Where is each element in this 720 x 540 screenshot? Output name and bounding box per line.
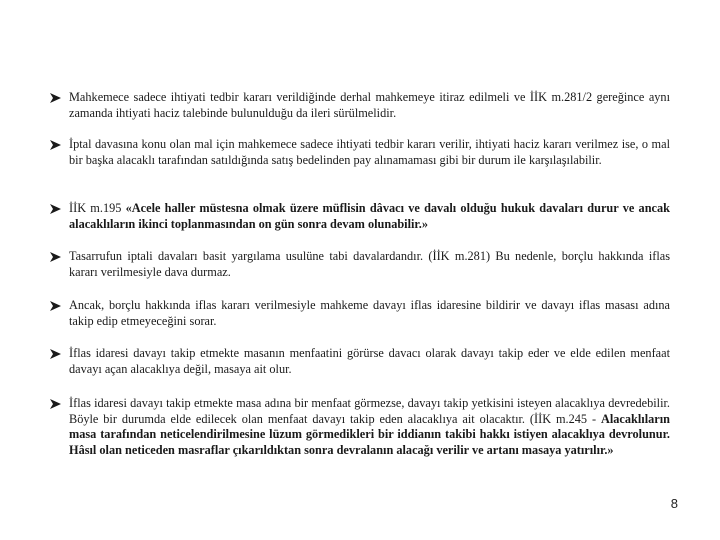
bullet-item bbox=[50, 298, 670, 346]
bullet-text: İptal davasına konu olan mal için mahkemece sadece ihtiyati tedbir kararı verilir, ihtiyati haciz kararı verilmez ise, o mal bir başka alacaklı tarafından satıldığında satış bedelinden pay alınamaması gibi bir durum ile karşılaşılabilir. bbox=[69, 137, 670, 167]
bullet-bold-text: Alacaklıların masa tarafından neticelendirilmesine lüzum görmedikleri bir iddianın takibi hakkı istiyen alacaklıya devrolunur. Hâsıl olan neticeden masraflar çıkarıldıktan sonra devralanın alacağı verilir ve artanı masaya yatırılır.» bbox=[69, 411, 670, 457]
bullet-item bbox=[50, 346, 670, 396]
arrowhead-bullet-icon bbox=[50, 349, 61, 359]
arrowhead-bullet-icon bbox=[50, 140, 61, 150]
bullet-item bbox=[50, 90, 670, 137]
bullet-text: Mahkemece sadece ihtiyati tedbir kararı verildiğinde derhal mahkemeye itiraz edilmeli ve İİK m.281/2 gereğince aynı zamanda ihtiyati haciz talebinde bulunulduğu da ileri sürülmelidir. bbox=[69, 90, 670, 120]
arrowhead-bullet-icon bbox=[50, 301, 61, 311]
page-number: 8 bbox=[670, 496, 678, 511]
bullet-text: İİK m.195 bbox=[69, 201, 126, 215]
bullet-bold-text: «Acele haller müstesna olmak üzere müflisin dâvacı ve davalı olduğu hukuk davaları durur ve ancak alacaklıların ikinci toplanmasından on gün sonra devam olunabilir.» bbox=[69, 201, 670, 231]
bullet-text: İflas idaresi davayı takip etmekte masa adına bir menfaat görmezse, davayı takip yetkisini isteyen alacaklıya devredebilir. Böyle bir durumda elde edilecek olan menfaat davayı takip eden alacaklıya ait olacaktır. (İİK m.245 - bbox=[69, 396, 670, 426]
bullet-item bbox=[50, 249, 670, 298]
bullet-item bbox=[50, 137, 670, 201]
arrowhead-bullet-icon bbox=[50, 93, 61, 103]
bullet-text: Tasarrufun iptali davaları basit yargılama usulüne tabi davalardandır. (İİK m.281) Bu nedenle, borçlu hakkında iflas kararı verilmesiyle dava durmaz. bbox=[69, 249, 670, 279]
bullet-text: İflas idaresi davayı takip etmekte masanın menfaatini görürse davacı olarak davayı takip eder ve elde edilen menfaat davayı açan alacaklıya değil, masaya ait olur. bbox=[69, 346, 670, 376]
arrowhead-bullet-icon bbox=[50, 252, 61, 262]
arrowhead-bullet-icon bbox=[50, 399, 61, 409]
bullet-list bbox=[50, 90, 670, 458]
bullet-text: Ancak, borçlu hakkında iflas kararı verilmesiyle mahkeme davayı iflas idaresine bildirir ve davayı iflas masası adına takip edip etmeyeceğini sorar. bbox=[69, 298, 670, 328]
arrowhead-bullet-icon bbox=[50, 204, 61, 214]
bullet-item bbox=[50, 201, 670, 249]
bullet-item bbox=[50, 396, 670, 458]
